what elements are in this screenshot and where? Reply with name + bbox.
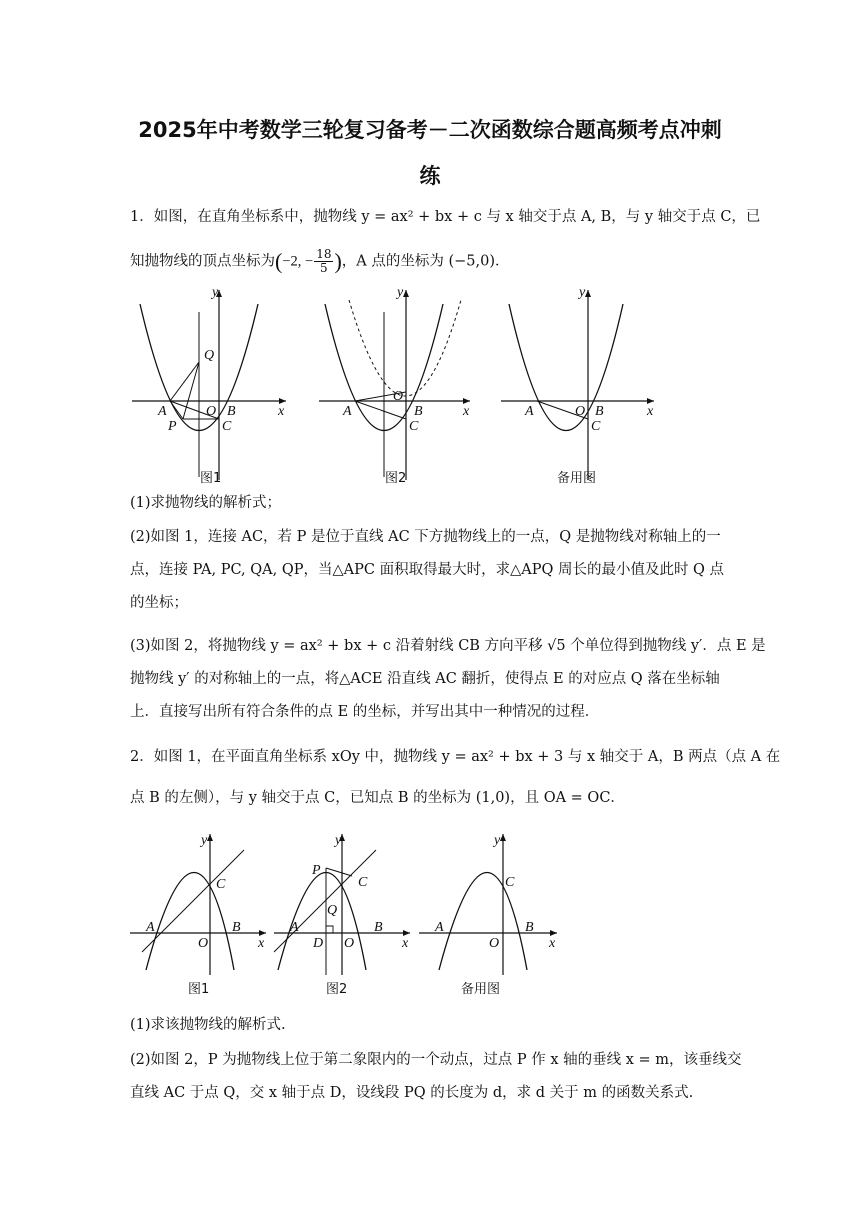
q2f2-label-C: C bbox=[358, 875, 368, 890]
q1-part2-line3: 的坐标； bbox=[130, 595, 188, 611]
q1-stem-line2-b: ，A 点的坐标为 (−5,0)． bbox=[341, 253, 510, 270]
q1-part2-line1: (2)如图 1，连接 AC，若 P 是位于直线 AC 下方抛物线上的一点，Q 是抛物线对称轴上的一 bbox=[130, 529, 721, 545]
q1-figure-spare bbox=[497, 282, 662, 487]
q2f1-caption: 图1 bbox=[188, 982, 210, 997]
q1f1-label-y: y bbox=[212, 285, 219, 300]
q1f1-label-Q: Q bbox=[204, 348, 215, 363]
q2f2-label-Q: Q bbox=[327, 903, 338, 918]
q1f1-caption: 图1 bbox=[200, 471, 222, 486]
doc-title-line1: 2025年中考数学三轮复习备考－二次函数综合题高频考点冲刺 bbox=[138, 118, 722, 142]
q2f3-caption: 备用图 bbox=[461, 982, 501, 997]
q1f2-label-B: B bbox=[414, 404, 423, 419]
q1f3-label-A: A bbox=[525, 404, 534, 419]
q2f3-label-C: C bbox=[505, 875, 515, 890]
q1-part3-line3: 上．直接写出所有符合条件的点 E 的坐标，并写出其中一种情况的过程． bbox=[130, 704, 600, 720]
q2f2-caption: 图2 bbox=[326, 982, 348, 997]
q2f1-label-B: B bbox=[232, 920, 241, 935]
q2f3-label-x: x bbox=[549, 936, 556, 951]
q1f1-label-B: B bbox=[227, 404, 236, 419]
q2-stem-line2: 点 B 的左侧），与 y 轴交于点 C，已知点 B 的坐标为 (1,0)，且 OA = OC． bbox=[130, 790, 625, 806]
doc-title-line2: 练 bbox=[419, 164, 441, 188]
q1f2-label-A: A bbox=[343, 404, 352, 419]
q2-part2-line1: (2)如图 2，P 为抛物线上位于第二象限内的一个动点，过点 P 作 x 轴的垂线 x = m，该垂线交 bbox=[130, 1052, 742, 1068]
q1-vertex-fraction bbox=[314, 248, 333, 275]
q2-part2-line2: 直线 AC 于点 Q，交 x 轴于点 D，设线段 PQ 的长度为 d，求 d 关于 m 的函数关系式. bbox=[130, 1085, 694, 1101]
q1-figure-2 bbox=[315, 282, 480, 487]
q1-vertex-x: −2, − bbox=[282, 253, 314, 270]
q2-figure-1 bbox=[128, 830, 273, 1000]
q2f2-label-A: A bbox=[290, 920, 299, 935]
q2f2-label-D: D bbox=[313, 936, 324, 951]
q2f3-label-O: O bbox=[489, 936, 500, 951]
q2f1-label-y: y bbox=[201, 833, 208, 848]
q1-figure-1 bbox=[128, 282, 298, 487]
q1f3-label-O: O bbox=[575, 404, 586, 419]
q1-vertex-den: 5 bbox=[320, 261, 328, 275]
q2f3-label-B: B bbox=[525, 920, 534, 935]
q2f1-label-C: C bbox=[216, 877, 226, 892]
q2f3-label-y: y bbox=[494, 833, 501, 848]
q2f3-label-A: A bbox=[435, 920, 444, 935]
q1f3-label-B: B bbox=[595, 404, 604, 419]
q2-stem-line1: 2．如图 1，在平面直角坐标系 xOy 中，抛物线 y = ax² + bx + 3 与 x 轴交于 A，B 两点（点 A 在 bbox=[130, 749, 781, 765]
q2f1-label-x: x bbox=[258, 936, 265, 951]
q1f3-label-x: x bbox=[647, 404, 654, 419]
q1f2-label-C: C bbox=[409, 419, 419, 434]
q1-stem-line1: 1．如图，在直角坐标系中，抛物线 y = ax² + bx + c 与 x 轴交于点 A, B，与 y 轴交于点 C，已 bbox=[130, 209, 761, 225]
q2f1-label-A: A bbox=[146, 920, 155, 935]
q1f1-label-C: C bbox=[222, 419, 232, 434]
q1-stem-line2: 知抛物线的顶点坐标为(−2, − $\frac{18}{5}$ )，A 点的坐标为 (−5,0)． bbox=[130, 247, 510, 275]
q1f3-caption: 备用图 bbox=[557, 471, 597, 486]
q1f3-label-y: y bbox=[579, 285, 586, 300]
q1f1-label-A: A bbox=[158, 404, 167, 419]
q2f2-label-x: x bbox=[402, 936, 409, 951]
q1f3-label-C: C bbox=[591, 419, 601, 434]
q1f2-label-y: y bbox=[397, 285, 404, 300]
q1f1-label-P: P bbox=[168, 419, 177, 434]
q1-part3-line2: 抛物线 y′ 的对称轴上的一点，将△ACE 沿直线 AC 翻折，使得点 E 的对应点 Q 落在坐标轴 bbox=[130, 671, 720, 687]
q2f2-label-B: B bbox=[374, 920, 383, 935]
q2f2-label-P: P bbox=[312, 863, 321, 878]
q2-figure-spare bbox=[417, 830, 562, 1000]
q1f1-label-O: O bbox=[206, 404, 217, 419]
q1-part3-line1: (3)如图 2，将抛物线 y = ax² + bx + c 沿着射线 CB 方向平移 √5 个单位得到抛物线 y′．点 E 是 bbox=[130, 638, 766, 654]
q1-part2-line2: 点，连接 PA, PC, QA, QP，当△APC 面积取得最大时，求△APQ 周长的最小值及此时 Q 点 bbox=[130, 562, 725, 578]
q1f1-label-x: x bbox=[278, 404, 285, 419]
q2f2-label-y: y bbox=[335, 833, 342, 848]
q2f1-label-O: O bbox=[198, 936, 209, 951]
q1f2-label-O: O bbox=[393, 389, 404, 404]
q2-figure-2 bbox=[272, 830, 417, 1000]
q1f2-label-x: x bbox=[463, 404, 470, 419]
q1-vertex-num: 18 bbox=[316, 247, 332, 261]
q1-part1: (1)求抛物线的解析式； bbox=[130, 495, 282, 511]
q1f2-caption: 图2 bbox=[385, 471, 407, 486]
q2-part1: (1)求该抛物线的解析式. bbox=[130, 1017, 286, 1033]
q2f2-label-O: O bbox=[344, 936, 355, 951]
q1-stem-line2-a: 知抛物线的顶点坐标为 bbox=[130, 253, 275, 270]
